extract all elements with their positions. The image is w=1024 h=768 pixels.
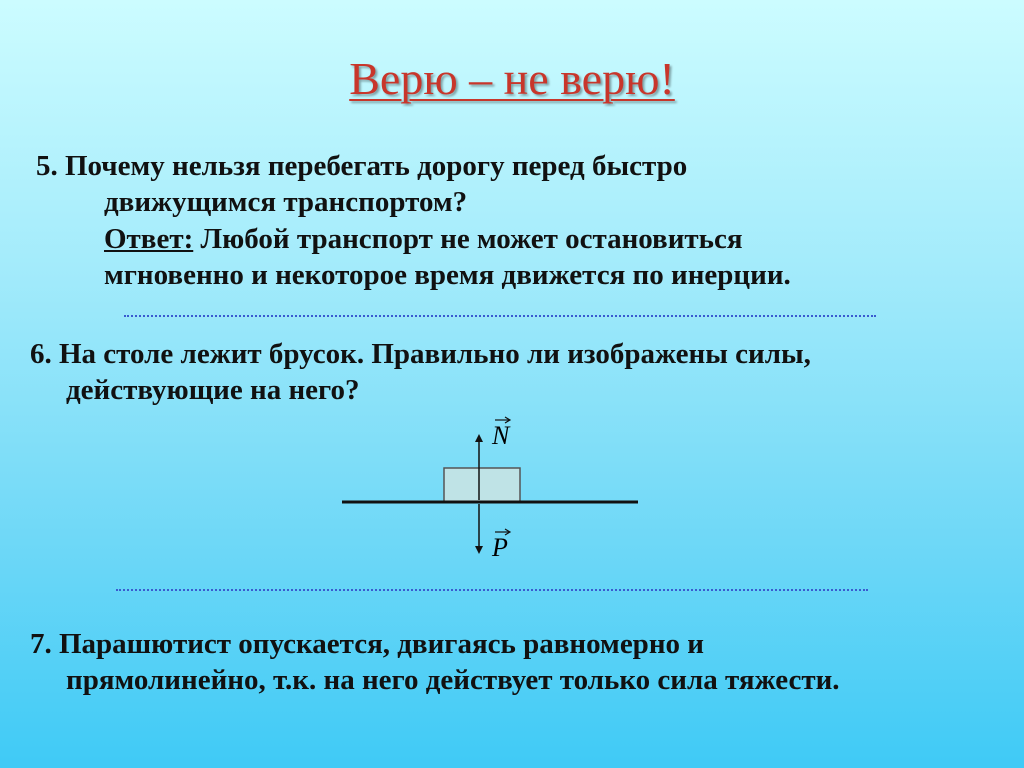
question-6-line-1: 6. На столе лежит брусок. Правильно ли изображены силы, bbox=[30, 338, 811, 370]
answer-line-2: мгновенно и некоторое время движется по инерции. bbox=[104, 259, 791, 291]
block-shape bbox=[444, 468, 520, 502]
question-7-line-1: 7. Парашютист опускается, двигаясь равномерно и bbox=[30, 628, 704, 660]
question-5-line-2: движущимся транспортом? bbox=[104, 186, 468, 218]
question-5 bbox=[36, 148, 936, 220]
question-7 bbox=[30, 626, 1010, 698]
question-7-line-2: прямолинейно, т.к. на него действует только сила тяжести. bbox=[66, 664, 840, 696]
answer-label: Ответ: bbox=[104, 223, 194, 255]
answer-5 bbox=[104, 221, 984, 293]
dotted-separator-2 bbox=[116, 589, 868, 591]
question-5-line-1: 5. Почему нельзя перебегать дорогу перед быстро bbox=[36, 150, 688, 182]
question-6 bbox=[30, 336, 990, 408]
dotted-separator-1 bbox=[124, 315, 876, 317]
force-n-label: N bbox=[492, 421, 510, 450]
slide-title: Верю – не верю! bbox=[349, 53, 675, 104]
forces-diagram bbox=[330, 412, 650, 564]
question-6-line-2: действующие на него? bbox=[66, 374, 360, 406]
force-p-label: P bbox=[492, 533, 508, 562]
answer-line-1: Любой транспорт не может остановиться bbox=[193, 223, 743, 255]
